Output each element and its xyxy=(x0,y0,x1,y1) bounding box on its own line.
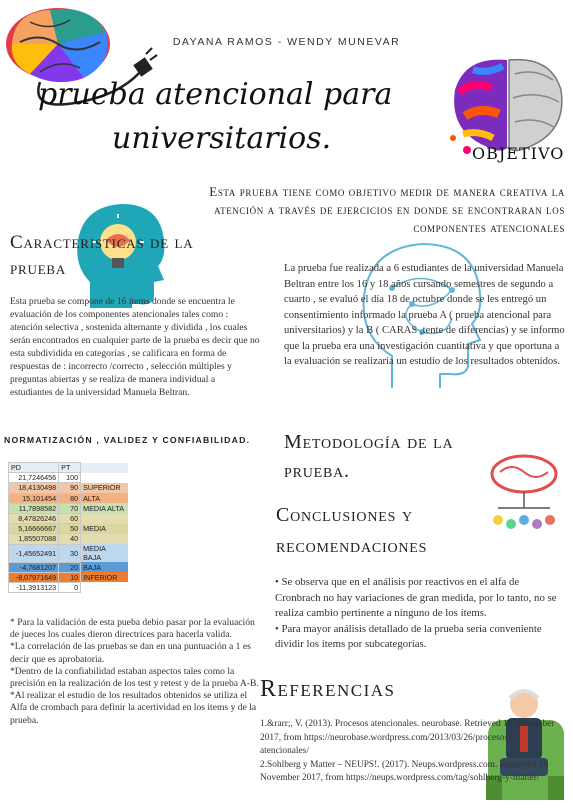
norms-pd-cell: -1,45652491 xyxy=(9,544,59,562)
references-heading: Referencias xyxy=(260,676,396,702)
norms-category-cell xyxy=(81,513,128,523)
norms-category-cell: BAJA xyxy=(81,562,128,572)
study-text: La prueba fue realizada a 6 estudiantes de la universidad Manuela Beltran entre los 16 y 18 años cursando semestres de segundo a cuarto , se evaluó el día 18 de octubre donde se les entregó un consentimiento informado la prueba A ( prueba atencional para universitarios) y la B ( CARAS ,tente de diferencias) y se informo que la prueba era una investigación cuantitativa y que oportuna a la evaluación se realizaría un estudio de los resultados obtenidos. xyxy=(284,263,565,367)
conclusions-list xyxy=(275,575,567,653)
norms-row xyxy=(9,503,128,513)
norms-category-cell: MEDIA xyxy=(81,524,128,534)
norms-row xyxy=(9,572,128,582)
norms-pd-cell: -4,7681207 xyxy=(9,562,59,572)
norms-pd-cell: 15,101454 xyxy=(9,493,59,503)
norms-pt-cell: 100 xyxy=(59,473,81,483)
conclusions-heading: Conclusiones y recomendaciones xyxy=(276,504,428,557)
norms-row xyxy=(9,473,128,483)
norms-header-pd: PD xyxy=(9,463,59,473)
authors: DAYANA RAMOS - WENDY MUNEVAR xyxy=(172,36,401,48)
norms-pt-cell: 70 xyxy=(59,503,81,513)
norms-header-pt: PT xyxy=(59,463,81,473)
norms-pd-cell: -11,3913123 xyxy=(9,582,59,592)
norms-row xyxy=(9,544,128,562)
objective-heading: OBJETIVO xyxy=(472,144,565,163)
norms-category-cell xyxy=(81,473,128,483)
norms-pt-cell: 40 xyxy=(59,534,81,544)
title-line-2: universitarios. xyxy=(112,121,332,156)
norms-table xyxy=(8,462,128,593)
norms-row xyxy=(9,562,128,572)
note: *Al realizar el estudio de los resultados obtenidos se utiliza el Alfa de crombach para definir la acertividad en los items y de la prueba. xyxy=(10,690,257,726)
norms-category-cell: ALTA xyxy=(81,493,128,503)
norms-category-cell: SUPERIOR xyxy=(81,483,128,493)
norms-pt-cell: 30 xyxy=(59,544,81,562)
norms-pt-cell: 60 xyxy=(59,513,81,523)
norms-row xyxy=(9,524,128,534)
norms-row xyxy=(9,483,128,493)
norms-row xyxy=(9,534,128,544)
normalization-heading: NORMATIZACIÓN , VALIDEZ Y CONFIABILIDAD. xyxy=(4,435,251,445)
note: *Dentro de la confiabilidad estaban aspectos tales como la precisión en la realización de los test y retest y de la prueba A-B. xyxy=(10,665,259,690)
norms-pt-cell: 20 xyxy=(59,562,81,572)
norms-row xyxy=(9,582,128,592)
norms-pd-cell: 11,7898582 xyxy=(9,503,59,513)
reference-item: 2.Sohlberg y Matter – NEUPS!. (2017). Neups.wordpress.com. Retrieved 16 November 2017, from https://neups.wordpress.com/tag/sohlberg-y-matter/ xyxy=(260,759,548,783)
norms-category-cell xyxy=(81,534,128,544)
characteristics-text: Esta prueba se compone de 16 ítems donde se encuentra le evaluación de los componentes atencionales tales como : atención selectiva , sostenida alternante y dividida , los cuales serán encontrados en cualquier parte de la prueba es decir que no esta subdividida en categorías , se calificara en forma de respuestas de : incorrecto /correcto , selección múltiples y preguntas abiertas y se realiza de manera individual a estudiantes de la universidad Manuela Beltran. xyxy=(10,296,260,398)
references-list xyxy=(260,718,560,786)
norms-category-cell: MEDIA BAJA xyxy=(81,544,128,562)
norms-row xyxy=(9,493,128,503)
norms-table-header xyxy=(9,463,128,473)
norms-row xyxy=(9,513,128,523)
norms-pd-cell: 8,47826246 xyxy=(9,513,59,523)
norms-pd-cell: 21,7246456 xyxy=(9,473,59,483)
methodology-heading: Metodología de la prueba. xyxy=(284,431,454,482)
norms-pd-cell: 1,85507088 xyxy=(9,534,59,544)
norms-pd-cell: 18,4130498 xyxy=(9,483,59,493)
title-line-1: prueba atencional para xyxy=(38,77,393,112)
conclusion-item: • Para mayor análisis detallado de la prueba sería conveniente dividir los ítems por subcategorías. xyxy=(275,622,542,650)
conclusion-item: • Se observa que en el análisis por reactivos en el alfa de Cronbrach no hay variaciones de gran medida, por lo tanto, no se realiza cambio pertinente a ninguno de los ítems. xyxy=(275,576,557,619)
norms-pt-cell: 90 xyxy=(59,483,81,493)
reference-item: 1.&rarr;, V. (2013). Procesos atencionales. neurobase. Retrieved 16 November 2017, from https://neurobase.wordpress.com/2013/03/26/procesos-atencionales/ xyxy=(260,719,555,756)
norms-pt-cell: 10 xyxy=(59,572,81,582)
norms-pt-cell: 50 xyxy=(59,524,81,534)
note: * Para la validación de esta pueba debio pasar por la evaluación de jueces los cuales dieron directrices para hacerla valida. xyxy=(10,617,255,641)
norms-pd-cell: 5,16666667 xyxy=(9,524,59,534)
norms-category-cell xyxy=(81,582,128,592)
objective-text: Esta prueba tiene como objetivo medir de manera creativa la atención a través de ejercicios en donde se encontraran los componentes atencionales xyxy=(209,184,565,235)
norms-category-cell: MEDIA ALTA xyxy=(81,503,128,513)
characteristics-heading: Caracteristicas de la prueba xyxy=(10,232,194,279)
norms-pt-cell: 80 xyxy=(59,493,81,503)
norms-category-cell: INFERIOR xyxy=(81,572,128,582)
norms-pt-cell: 0 xyxy=(59,582,81,592)
norms-pd-cell: -8,07971649 xyxy=(9,572,59,582)
note: *La correlación de las pruebas se dan en una puntuación a 1 es decir que es aprobatoria. xyxy=(10,641,251,665)
normalization-notes xyxy=(10,617,262,727)
